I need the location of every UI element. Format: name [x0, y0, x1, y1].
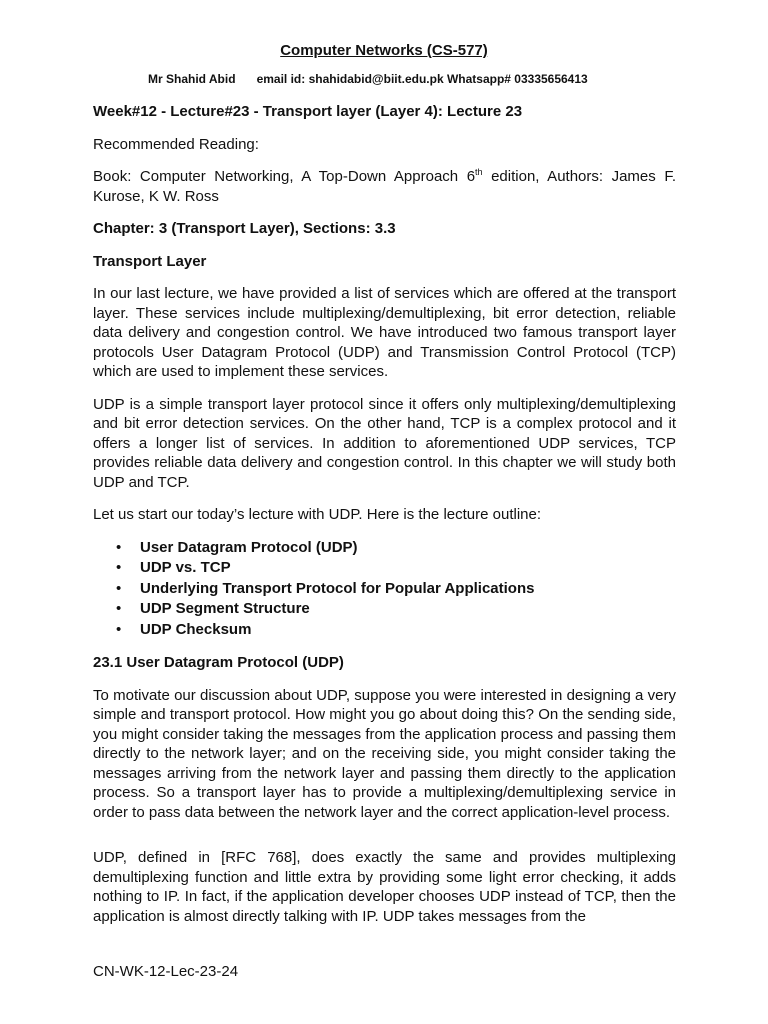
paragraph-motivation: To motivate our discussion about UDP, suppose you were interested in designing a very simple and transport protocol. How might you go about doing this? On the sending side, you might consider taking the messages from the application process and passing them directly to the network layer; and on the receiving side, you might consider taking the messages arriving from the network layer and passing them directly to the application process. So a transport layer has to provide a multiplexing/demultiplexing service in order to pass data between the network layer and the correct application-level process.: [93, 686, 676, 821]
lecture-outline-list: [93, 538, 676, 641]
book-reference: [93, 167, 676, 206]
section-heading-23-1: 23.1 User Datagram Protocol (UDP): [93, 654, 344, 671]
outline-item: • UDP vs. TCP: [140, 558, 676, 579]
recommended-reading-label: Recommended Reading:: [93, 135, 259, 153]
book-text-start: Book: Computer Networking, A Top-Down Approach 6: [93, 168, 476, 185]
book-text-end: edition, Authors: James F. Kurose, K W. Ross: [93, 168, 676, 205]
chapter-line: Chapter: 3 (Transport Layer), Sections: 3.3: [93, 220, 396, 237]
paragraph-udp-vs-tcp: UDP is a simple transport layer protocol since it offers only multiplexing/demultiplexing and bit error detection services. On the other hand, TCP is a complex protocol and it offers a longer list of services. In addition to aforementioned UDP services, TCP provides reliable data delivery and congestion control. In this chapter we will study both UDP and TCP.: [93, 395, 676, 491]
section-heading-transport-layer: Transport Layer: [93, 252, 207, 270]
paragraph-intro: In our last lecture, we have provided a list of services which are offered at the transport layer. These services include multiplexing/demultiplexing, bit error detection, reliable data delivery and congestion control. We have introduced two famous transport layer protocols User Datagram Protocol (UDP) and Transmission Control Protocol (TCP) which are used to implement these services.: [93, 285, 676, 380]
contact-info: email id: shahidabid@biit.edu.pk Whatsapp# 03335656413: [256, 72, 588, 86]
paragraph-outline-intro: Let us start our today’s lecture with UDP. Here is the lecture outline:: [93, 506, 542, 523]
blank-line: [93, 835, 676, 848]
course-title: [0, 42, 768, 59]
book-edition-superscript: th: [475, 167, 483, 177]
lecture-heading: Week#12 - Lecture#23 - Transport layer (Layer 4): Lecture 23: [93, 103, 523, 120]
outline-item: • User Datagram Protocol (UDP): [140, 538, 676, 559]
outline-item: • Underlying Transport Protocol for Popular Applications: [140, 579, 676, 600]
outline-item: • UDP Segment Structure: [140, 599, 676, 620]
author-line: [148, 72, 588, 86]
instructor-name: Mr Shahid Abid: [148, 72, 236, 86]
paragraph-rfc768: UDP, defined in [RFC 768], does exactly the same and provides multiplexing demultiplexing function and little extra by providing some light error checking, it adds nothing to IP. In fact, if the application developer chooses UDP instead of TCP, then the application is almost directly talking with IP. UDP takes messages from the: [93, 849, 676, 925]
page-footer: CN-WK-12-Lec-23-24: [93, 963, 239, 980]
outline-item: • UDP Checksum: [140, 620, 676, 641]
course-title-text: Computer Networks (CS-577): [280, 42, 488, 59]
document-body: [93, 102, 676, 939]
